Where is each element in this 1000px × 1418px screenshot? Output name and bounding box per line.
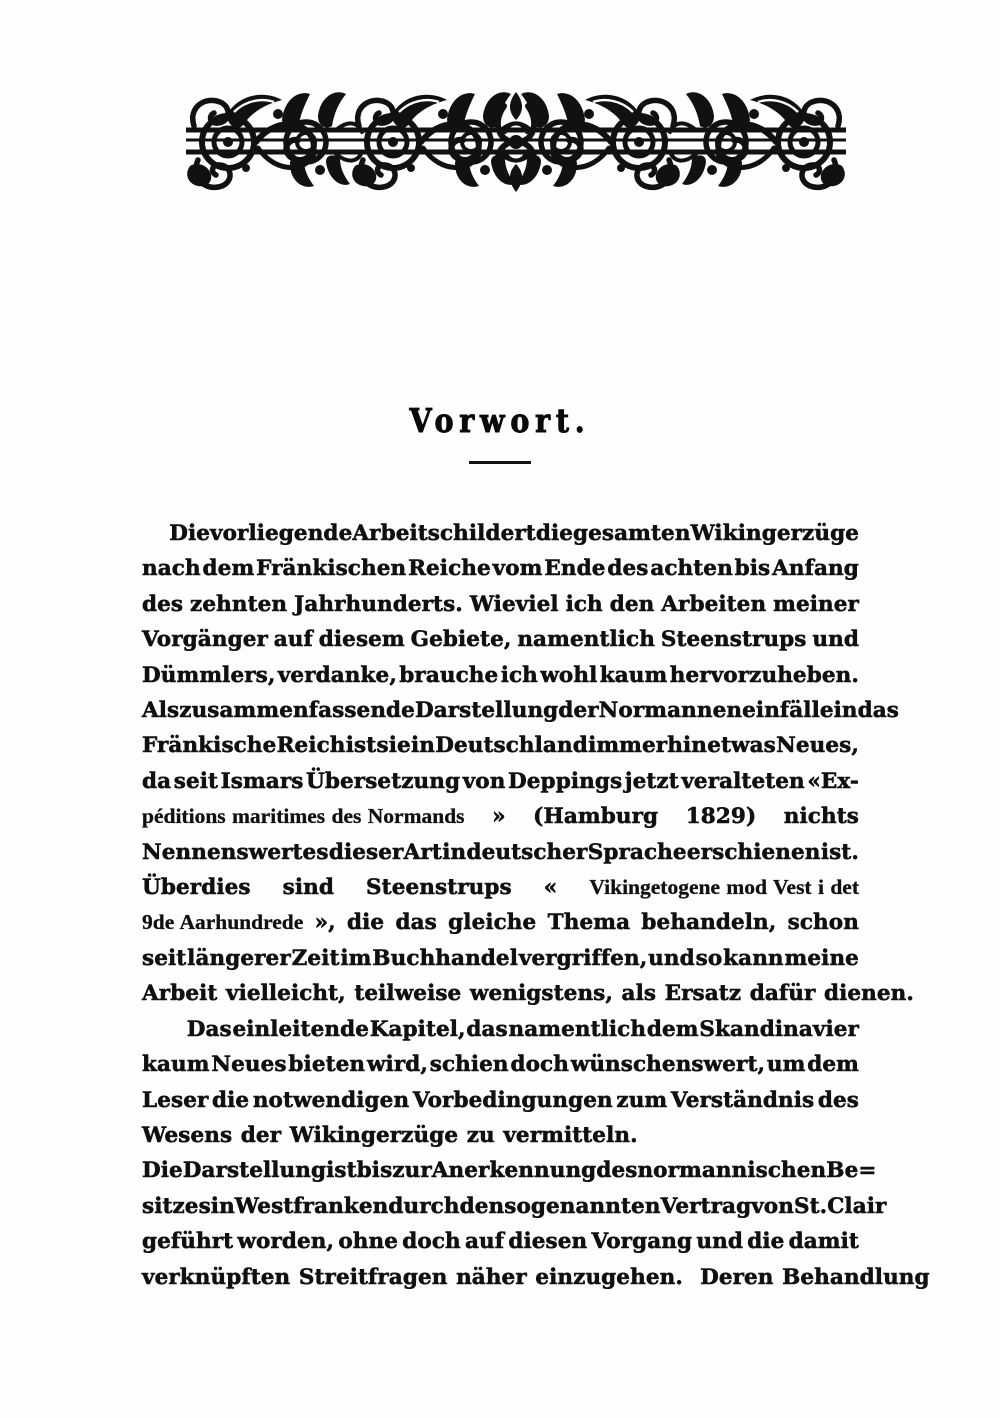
body-text bbox=[142, 516, 930, 1295]
word: um bbox=[766, 1052, 806, 1078]
word: Als bbox=[142, 698, 180, 724]
word: behandeln, bbox=[641, 910, 777, 936]
word: Darstellung bbox=[414, 698, 559, 724]
text-line bbox=[142, 551, 859, 586]
word: Clair bbox=[827, 1193, 887, 1219]
word: Sprache bbox=[587, 839, 687, 865]
paragraph-indent bbox=[142, 1012, 186, 1047]
word: des bbox=[596, 1158, 638, 1184]
word: den bbox=[609, 591, 655, 617]
title-divider-rule bbox=[469, 461, 531, 464]
word: sind bbox=[282, 875, 334, 901]
word: namentlich bbox=[508, 1016, 647, 1042]
word: sitzes bbox=[142, 1193, 211, 1219]
word: Westfranken bbox=[234, 1193, 389, 1219]
word: ich bbox=[500, 662, 538, 688]
word: Steenstrups bbox=[660, 627, 807, 653]
word: wohl bbox=[540, 662, 598, 688]
word: Anfang bbox=[772, 556, 859, 582]
word: auf bbox=[273, 627, 313, 653]
word: seit bbox=[142, 945, 187, 971]
word: schildert bbox=[427, 521, 536, 546]
word: doch bbox=[510, 1052, 569, 1078]
text-line bbox=[142, 870, 859, 905]
text-line bbox=[142, 622, 859, 657]
word: immerhin bbox=[588, 733, 707, 759]
word: meiner bbox=[773, 591, 859, 617]
text-line bbox=[142, 1153, 877, 1188]
text-line: Wesens der Wikingerzüge zu vermitteln. bbox=[142, 1122, 638, 1148]
antiqua-run: 9de Aarhundrede bbox=[142, 910, 304, 935]
word: Vorbedingungen bbox=[412, 1087, 613, 1113]
text-line: Arbeit vielleicht, teilweise wenigstens, als Ersatz dafür dienen. bbox=[142, 981, 914, 1007]
word: Nennenswertes bbox=[142, 839, 329, 865]
text-line bbox=[142, 1012, 859, 1047]
word: Arbeiten bbox=[661, 591, 767, 617]
word: brauche bbox=[399, 662, 499, 688]
paragraph-2 bbox=[142, 1012, 859, 1154]
word: diesen bbox=[508, 1229, 588, 1255]
word: dem bbox=[202, 556, 255, 582]
word: Fränkische bbox=[142, 733, 277, 759]
word: zur bbox=[392, 1158, 432, 1184]
word: zehnten bbox=[190, 591, 288, 617]
word: Thema bbox=[547, 910, 631, 936]
word: und bbox=[812, 627, 859, 653]
word: Vertrag bbox=[660, 1193, 752, 1219]
word: in bbox=[210, 1193, 235, 1219]
word: Normanneneinfälle bbox=[598, 698, 834, 724]
word: von bbox=[751, 1193, 794, 1219]
word: des bbox=[817, 1087, 859, 1113]
text-line bbox=[142, 587, 859, 622]
word: das bbox=[466, 1016, 508, 1042]
text-line bbox=[142, 1224, 859, 1259]
word: St. bbox=[793, 1193, 828, 1219]
word: Fränkischen bbox=[256, 556, 407, 582]
word: die bbox=[747, 1229, 785, 1255]
word: kaum bbox=[599, 662, 668, 688]
word: doch bbox=[402, 1229, 461, 1255]
word: durch bbox=[388, 1193, 460, 1219]
word: dieser bbox=[328, 839, 404, 865]
word: des bbox=[142, 591, 184, 617]
antiqua-run: péditions maritimes des Normands bbox=[142, 804, 465, 829]
word: Neues, bbox=[776, 733, 859, 759]
word: seit bbox=[173, 768, 219, 794]
word: Reich bbox=[276, 733, 346, 759]
word: ist bbox=[345, 733, 377, 759]
word: im bbox=[340, 945, 372, 971]
word: wird, bbox=[366, 1052, 428, 1078]
word: den bbox=[459, 1193, 505, 1219]
word: Reiche bbox=[408, 556, 491, 582]
text-line bbox=[142, 941, 859, 976]
word: (Hamburg bbox=[533, 804, 659, 830]
word: Übersetzung bbox=[306, 768, 461, 794]
word: Deutschland bbox=[435, 733, 588, 759]
headpiece-ornament bbox=[186, 86, 846, 198]
word: des bbox=[607, 556, 649, 582]
word: Das bbox=[186, 1016, 232, 1042]
word: Neues bbox=[211, 1052, 287, 1078]
word: der bbox=[558, 698, 599, 724]
word: Ende bbox=[544, 556, 606, 582]
word: Art bbox=[403, 839, 442, 865]
word: normannischen bbox=[637, 1158, 827, 1184]
word: bis bbox=[734, 556, 771, 582]
word: und bbox=[648, 945, 695, 971]
word: vergriffen, bbox=[518, 945, 648, 971]
word: zum bbox=[616, 1087, 668, 1113]
word: ist. bbox=[820, 839, 859, 865]
word: Darstellung bbox=[182, 1158, 327, 1184]
word: vom bbox=[492, 556, 543, 582]
text-line bbox=[142, 1047, 859, 1082]
paragraph-indent bbox=[142, 516, 169, 551]
word: « bbox=[543, 875, 558, 901]
paragraph-1 bbox=[142, 516, 914, 1012]
text-line bbox=[142, 658, 859, 693]
word: in bbox=[411, 733, 436, 759]
word: zusammenfassende bbox=[179, 698, 415, 724]
word: wünschenswert, bbox=[570, 1052, 766, 1078]
text-line bbox=[142, 516, 859, 551]
word: geführt bbox=[142, 1229, 234, 1255]
word: schon bbox=[787, 910, 859, 936]
word: Zeit bbox=[291, 945, 340, 971]
word: so bbox=[695, 945, 723, 971]
word: Vorgänger bbox=[142, 627, 268, 653]
word: 1829) bbox=[685, 804, 757, 830]
word: Be= bbox=[826, 1158, 877, 1184]
word: Gebiete, bbox=[410, 627, 512, 653]
page-title: Vorwort. bbox=[409, 401, 591, 440]
word: veralteten bbox=[681, 768, 805, 794]
word: worden, bbox=[237, 1229, 335, 1255]
word: sie bbox=[376, 733, 411, 759]
word: », bbox=[314, 910, 336, 936]
word: längerer bbox=[187, 945, 291, 971]
text-line bbox=[142, 1083, 859, 1118]
text-line bbox=[142, 799, 859, 834]
word: das bbox=[857, 698, 899, 724]
word: sogenannten bbox=[504, 1193, 661, 1219]
word: Dümmlers, bbox=[142, 662, 276, 688]
word: bis bbox=[356, 1158, 393, 1184]
word: Verständnis bbox=[670, 1087, 815, 1113]
word: kann bbox=[723, 945, 784, 971]
word: die bbox=[347, 910, 385, 936]
word: gesamten bbox=[573, 521, 691, 546]
word: auf bbox=[464, 1229, 505, 1255]
word: das bbox=[395, 910, 437, 936]
word: Überdies bbox=[142, 875, 251, 901]
text-line bbox=[142, 693, 899, 728]
word: einleitende bbox=[232, 1016, 369, 1042]
word: bieten bbox=[288, 1052, 366, 1078]
word: ist bbox=[326, 1158, 357, 1184]
word: Buchhandel bbox=[372, 945, 518, 971]
word: in bbox=[442, 839, 467, 865]
word: Die bbox=[169, 521, 211, 546]
word: namentlich bbox=[517, 627, 655, 653]
word: in bbox=[833, 698, 858, 724]
word: Kapitel, bbox=[369, 1016, 466, 1042]
word: meine bbox=[784, 945, 859, 971]
word: Vorgang bbox=[591, 1229, 693, 1255]
word: schien bbox=[429, 1052, 509, 1078]
word: Ismars bbox=[220, 768, 304, 794]
word: Skandinavier bbox=[699, 1016, 859, 1042]
word: Leser bbox=[142, 1087, 209, 1113]
word: notwendigen bbox=[252, 1087, 410, 1113]
text-line: verknüpften Streitfragen näher einzugehen. Deren Behandlung bbox=[142, 1264, 930, 1290]
word: Wieviel bbox=[469, 591, 559, 617]
word: ich bbox=[565, 591, 603, 617]
word: nichts bbox=[783, 804, 859, 830]
antiqua-run: Vikingetogene mod Vest i det bbox=[589, 875, 859, 900]
text-line bbox=[142, 728, 859, 763]
word: kaum bbox=[142, 1052, 210, 1078]
word: Jahrhunderts. bbox=[294, 591, 463, 617]
word: Die bbox=[142, 1158, 183, 1184]
text-line bbox=[142, 764, 859, 799]
word: » bbox=[492, 804, 506, 830]
word: von bbox=[462, 768, 506, 794]
word: erschienen bbox=[686, 839, 821, 865]
text-line bbox=[142, 835, 859, 870]
word: Steenstrups bbox=[366, 875, 512, 901]
word: die bbox=[212, 1087, 250, 1113]
word: achten bbox=[650, 556, 733, 582]
word: diesem bbox=[318, 627, 405, 653]
word: da bbox=[142, 768, 172, 794]
text-line bbox=[142, 905, 859, 940]
word: etwas bbox=[707, 733, 776, 759]
word: «Ex- bbox=[807, 768, 859, 794]
word: Wikingerzüge bbox=[690, 521, 859, 546]
word: deutscher bbox=[466, 839, 588, 865]
paragraph-3 bbox=[142, 1153, 930, 1295]
word: jetzt bbox=[624, 768, 679, 794]
word: gleiche bbox=[448, 910, 537, 936]
word: ohne bbox=[338, 1229, 399, 1255]
word: vorliegende bbox=[210, 521, 353, 546]
word: damit bbox=[788, 1229, 859, 1255]
word: Arbeit bbox=[352, 521, 428, 546]
word: dem bbox=[807, 1052, 859, 1078]
word: nach bbox=[142, 556, 201, 582]
word: die bbox=[535, 521, 574, 546]
word: verdanke, bbox=[277, 662, 397, 688]
title-block bbox=[0, 401, 1000, 464]
word: Deppings bbox=[508, 768, 623, 794]
word: hervorzuheben. bbox=[669, 662, 859, 688]
word: dem bbox=[646, 1016, 699, 1042]
text-line bbox=[142, 1189, 887, 1224]
word: Anerkennung bbox=[431, 1158, 597, 1184]
word: und bbox=[696, 1229, 743, 1255]
